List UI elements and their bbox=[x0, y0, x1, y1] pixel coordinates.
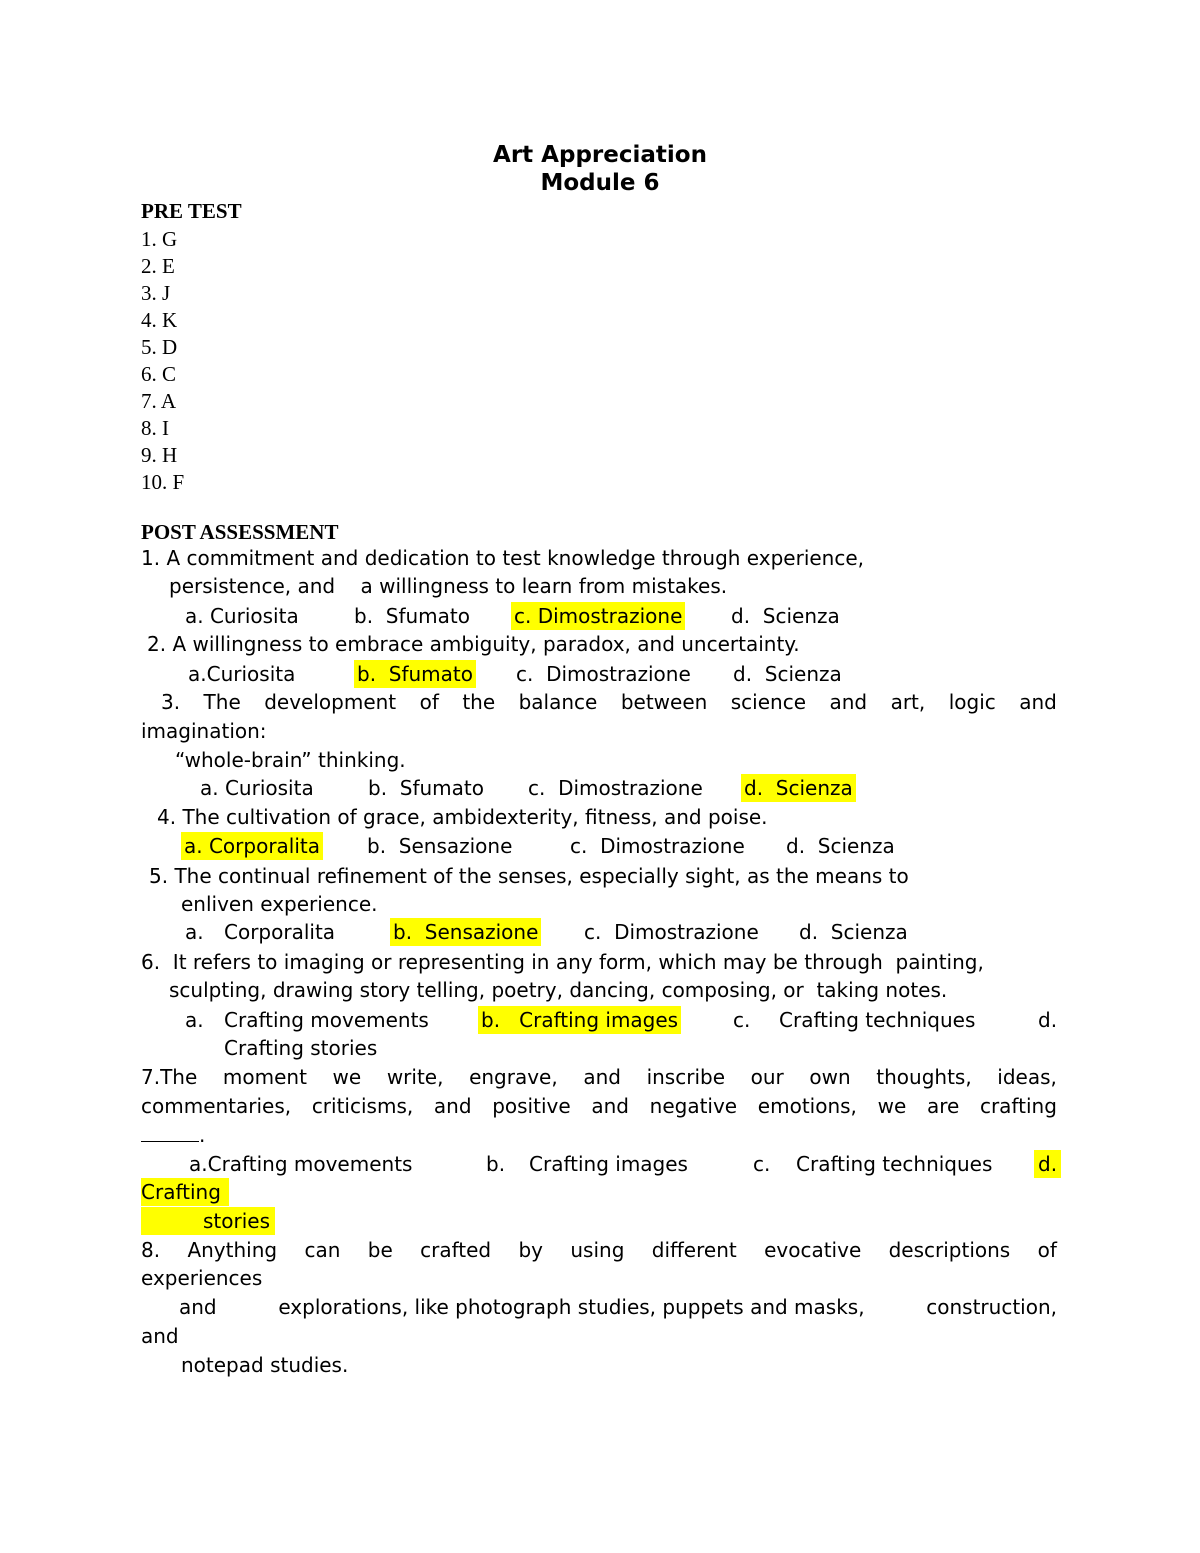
q2-option-c: c. Dimostrazione bbox=[516, 662, 691, 686]
q8-word: 8. bbox=[141, 1238, 161, 1262]
q4-option-b: b. Sensazione bbox=[367, 834, 513, 858]
q7-word: criticisms, bbox=[311, 1094, 414, 1118]
q1-option-a: a. Curiosita bbox=[185, 604, 299, 628]
q8-word: by bbox=[518, 1238, 544, 1262]
q6-option-d: Crafting stories bbox=[224, 1036, 378, 1060]
q8-word: different bbox=[651, 1238, 737, 1262]
q7-word: negative bbox=[649, 1094, 738, 1118]
q7-option-c-letter: c. bbox=[753, 1152, 771, 1176]
question-8-text-cont: experiences bbox=[141, 1266, 263, 1290]
q3-option-a: a. Curiosita bbox=[200, 776, 314, 800]
q6-option-c: Crafting techniques bbox=[779, 1008, 976, 1032]
q7-option-b: Crafting images bbox=[529, 1152, 688, 1176]
pretest-answer: 2. E bbox=[141, 254, 175, 278]
pretest-answer: 9. H bbox=[141, 443, 178, 467]
q5-option-a: Corporalita bbox=[224, 920, 336, 944]
pretest-answer: 7. A bbox=[141, 389, 177, 413]
q7-word: emotions, bbox=[757, 1094, 857, 1118]
q1-option-c-selected: c. Dimostrazione bbox=[511, 602, 685, 630]
question-2-text: 2. A willingness to embrace ambiguity, paradox, and uncertainty. bbox=[147, 632, 800, 656]
q4-option-d: d. Scienza bbox=[786, 834, 895, 858]
q3-word: and bbox=[1019, 690, 1057, 714]
q7-word: 7.The bbox=[141, 1065, 198, 1089]
q7-answer-blank bbox=[141, 1121, 205, 1149]
q3-word: art, bbox=[890, 690, 926, 714]
q6-option-a-letter: a. bbox=[185, 1008, 204, 1032]
q7-word: moment bbox=[222, 1065, 307, 1089]
q3-word: development bbox=[264, 690, 397, 714]
question-1-text: 1. A commitment and dedication to test knowledge through experience, bbox=[141, 546, 865, 570]
pretest-heading: PRE TEST bbox=[141, 199, 242, 223]
q7-option-d-selected: Crafting bbox=[141, 1178, 229, 1206]
question-8-text bbox=[141, 1236, 1057, 1264]
q1-option-d: d. Scienza bbox=[731, 604, 840, 628]
q3-word: balance bbox=[518, 690, 598, 714]
document-subtitle: Module 6 bbox=[540, 170, 660, 196]
q7-word: we bbox=[332, 1065, 362, 1089]
question-3-text-cont2: “whole-brain” thinking. bbox=[175, 748, 406, 772]
q5-option-b-selected: b. Sensazione bbox=[390, 918, 541, 946]
q7-option-c: Crafting techniques bbox=[796, 1152, 993, 1176]
question-8-text-cont2 bbox=[179, 1293, 1057, 1321]
q6-option-d-letter: d. bbox=[1038, 1008, 1058, 1032]
question-5-text: 5. The continual refinement of the senses, especially sight, as the means to bbox=[149, 864, 909, 888]
q8-word: Anything bbox=[187, 1238, 278, 1262]
q3-word: science bbox=[730, 690, 807, 714]
q8-phrase: explorations, like photograph studies, puppets and masks, bbox=[278, 1295, 865, 1319]
q4-option-c: c. Dimostrazione bbox=[570, 834, 745, 858]
q3-option-b: b. Sfumato bbox=[368, 776, 484, 800]
q8-word: be bbox=[367, 1238, 393, 1262]
question-3-text bbox=[161, 688, 1057, 716]
document-title: Art Appreciation bbox=[493, 142, 707, 168]
fill-in-blank-line bbox=[141, 1121, 199, 1142]
question-6-text-cont: sculpting, drawing story telling, poetry, dancing, composing, or taking notes. bbox=[169, 978, 948, 1002]
q6-option-b-selected: b. Crafting images bbox=[478, 1006, 681, 1034]
pretest-answer: 10. F bbox=[141, 470, 185, 494]
q3-word: the bbox=[462, 690, 496, 714]
pretest-answer: 4. K bbox=[141, 308, 178, 332]
question-5-text-cont: enliven experience. bbox=[181, 892, 378, 916]
question-3-text-cont: imagination: bbox=[141, 719, 267, 743]
q1-option-b: b. Sfumato bbox=[354, 604, 470, 628]
q4-option-a-selected: a. Corporalita bbox=[181, 832, 323, 860]
q8-word: crafted bbox=[420, 1238, 492, 1262]
pretest-answer: 6. C bbox=[141, 362, 177, 386]
q8-word: descriptions bbox=[888, 1238, 1011, 1262]
q7-word: are bbox=[926, 1094, 960, 1118]
question-7-text-cont bbox=[141, 1092, 1057, 1120]
q7-word: and bbox=[433, 1094, 472, 1118]
q7-word: own bbox=[809, 1065, 851, 1089]
q7-word: crafting bbox=[979, 1094, 1057, 1118]
q7-word: write, bbox=[386, 1065, 444, 1089]
q8-word: evocative bbox=[764, 1238, 862, 1262]
q7-option-a: a.Crafting movements bbox=[189, 1152, 413, 1176]
q5-option-a-letter: a. bbox=[185, 920, 204, 944]
pretest-answer: 8. I bbox=[141, 416, 169, 440]
q3-word: of bbox=[419, 690, 439, 714]
q7-option-d-letter-selected: d. bbox=[1034, 1150, 1061, 1178]
q6-option-c-letter: c. bbox=[733, 1008, 751, 1032]
q7-option-d-selected-cont: stories bbox=[141, 1207, 275, 1235]
pretest-answer: 5. D bbox=[141, 335, 178, 359]
pretest-answer: 3. J bbox=[141, 281, 171, 305]
q5-option-d: d. Scienza bbox=[799, 920, 908, 944]
question-1-text-cont: persistence, and a willingness to learn from mistakes. bbox=[169, 574, 728, 598]
question-8-text-cont3: and bbox=[141, 1324, 179, 1348]
q8-word: construction, bbox=[926, 1295, 1057, 1319]
q7-option-b-letter: b. bbox=[486, 1152, 506, 1176]
q7-word: and bbox=[591, 1094, 629, 1118]
post-assessment-heading: POST ASSESSMENT bbox=[141, 520, 339, 544]
q3-option-c: c. Dimostrazione bbox=[528, 776, 703, 800]
q7-word: commentaries, bbox=[141, 1094, 292, 1118]
q8-word: and bbox=[179, 1295, 217, 1319]
question-7-text bbox=[141, 1063, 1057, 1091]
q3-word: between bbox=[620, 690, 708, 714]
q3-word: and bbox=[829, 690, 868, 714]
q2-option-b-selected: b. Sfumato bbox=[354, 660, 476, 688]
q8-word: of bbox=[1037, 1238, 1057, 1262]
q2-option-a: a.Curiosita bbox=[188, 662, 296, 686]
q5-option-c: c. Dimostrazione bbox=[584, 920, 759, 944]
q8-word: can bbox=[304, 1238, 341, 1262]
q3-option-d-selected: d. Scienza bbox=[741, 774, 856, 802]
q7-word: engrave, bbox=[469, 1065, 558, 1089]
q2-option-d: d. Scienza bbox=[733, 662, 842, 686]
question-6-text: 6. It refers to imaging or representing in any form, which may be through painting, bbox=[141, 950, 984, 974]
q7-blank-period: . bbox=[199, 1123, 206, 1147]
question-4-text: 4. The cultivation of grace, ambidexterity, fitness, and poise. bbox=[157, 805, 768, 829]
q3-word: logic bbox=[948, 690, 996, 714]
q7-word: positive bbox=[492, 1094, 571, 1118]
q7-word: thoughts, bbox=[876, 1065, 972, 1089]
q3-word: 3. bbox=[161, 690, 181, 714]
q7-word: we bbox=[877, 1094, 907, 1118]
q7-word: inscribe bbox=[646, 1065, 726, 1089]
pretest-answer: 1. G bbox=[141, 227, 178, 251]
question-8-text-cont4: notepad studies. bbox=[181, 1353, 349, 1377]
q7-word: and bbox=[583, 1065, 621, 1089]
q7-word: ideas, bbox=[997, 1065, 1057, 1089]
q3-word: The bbox=[203, 690, 241, 714]
q8-word: using bbox=[570, 1238, 625, 1262]
q7-word: our bbox=[750, 1065, 784, 1089]
q6-option-a: Crafting movements bbox=[224, 1008, 429, 1032]
